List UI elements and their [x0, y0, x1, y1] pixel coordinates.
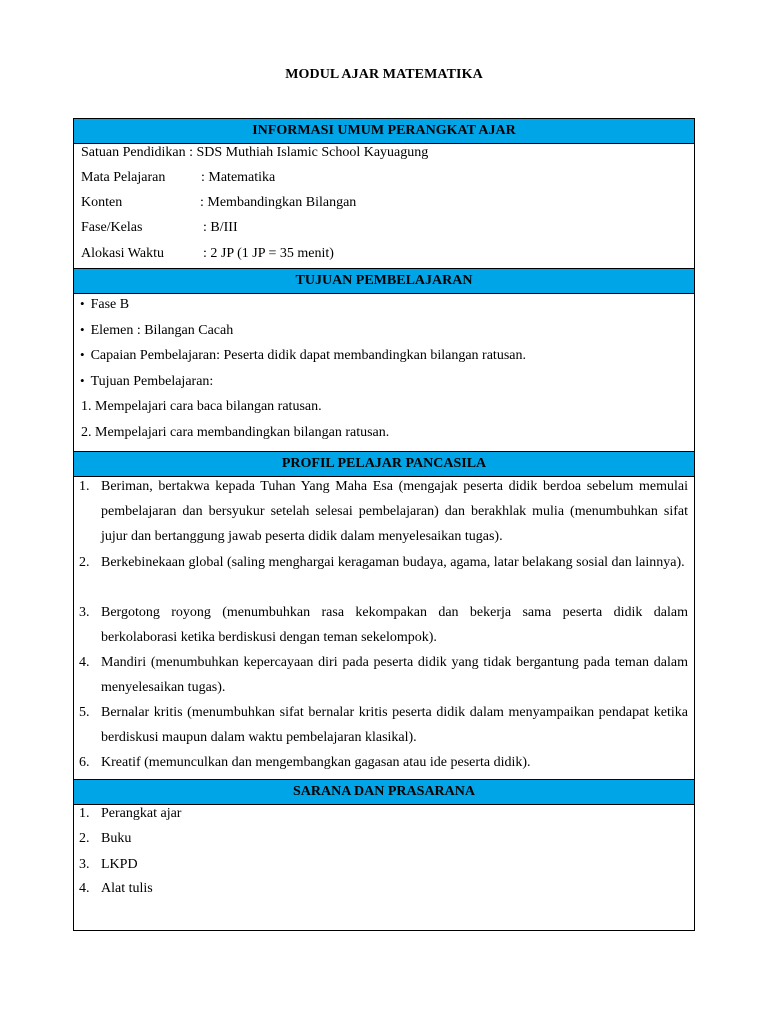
sarana-item-text: LKPD — [101, 857, 138, 872]
profil-item-text: Mandiri (menumbuhkan kepercayaan diri pada peserta didik yang tidak bergantung pada teman dalam menyelesaikan tugas). — [101, 655, 688, 695]
profil-item-number: 6. — [79, 755, 90, 770]
profil-item-text: Bernalar kritis (menumbuhkan sifat bernalar kritis peserta didik dalam menyampaikan pendapat ketika berdiskusi maupun dalam waktu pembelajaran klasikal). — [101, 705, 688, 745]
info-row-mapel — [81, 169, 275, 187]
info-label: Alokasi Waktu — [81, 246, 164, 261]
tujuan-bullet: • Elemen : Bilangan Cacah — [80, 321, 233, 340]
info-value: : SDS Muthiah Islamic School Kayuagung — [189, 145, 429, 160]
sarana-item-number: 3. — [79, 857, 90, 872]
info-row-fase — [81, 219, 238, 237]
sarana-item-text: Alat tulis — [101, 881, 153, 896]
tujuan-numbered-item: 2. Mempelajari cara membandingkan bilangan ratusan. — [81, 425, 390, 440]
tujuan-numbered-item: 1. Mempelajari cara baca bilangan ratusan. — [81, 399, 322, 414]
info-value: : Matematika — [201, 170, 276, 185]
info-row-konten — [81, 194, 356, 212]
profil-item-number: 3. — [79, 605, 90, 620]
section-header-tujuan: TUJUAN PEMBELAJARAN — [73, 268, 695, 294]
section-header-sarana: SARANA DAN PRASARANA — [73, 779, 695, 805]
page-title: MODUL AJAR MATEMATIKA — [285, 67, 483, 82]
info-label: Konten — [81, 195, 123, 210]
section-header-profil: PROFIL PELAJAR PANCASILA — [73, 451, 695, 477]
sarana-item-text: Perangkat ajar — [101, 806, 182, 821]
tujuan-bullet: • Capaian Pembelajaran: Peserta didik dapat membandingkan bilangan ratusan. — [80, 346, 526, 365]
sarana-item-text: Buku — [101, 831, 132, 846]
sarana-item-number: 1. — [79, 806, 90, 821]
info-value: : 2 JP (1 JP = 35 menit) — [203, 246, 334, 261]
profil-item-number: 5. — [79, 705, 90, 720]
profil-item-text: Kreatif (memunculkan dan mengembangkan gagasan atau ide peserta didik). — [101, 755, 531, 770]
info-value: : B/III — [203, 220, 238, 235]
profil-item-text: Bergotong royong (menumbuhkan rasa kekompakan dan bekerja sama peserta didik dalam berkolaborasi ketika berdiskusi dengan teman sekelompok). — [101, 605, 688, 645]
sarana-item-number: 4. — [79, 881, 90, 896]
info-label: Mata Pelajaran — [81, 170, 166, 185]
profil-item-text: Berkebinekaan global (saling menghargai keragaman budaya, agama, latar belakang sosial dan lainnya). — [101, 555, 685, 570]
info-row-satuan — [81, 144, 428, 162]
profil-item-text: Beriman, bertakwa kepada Tuhan Yang Maha Esa (mengajak peserta didik berdoa sebelum memulai pembelajaran dan bersyukur setelah selesai pembelajaran) dan berakhlak mulia (menumbuhkan sifat jujur dan bertanggung jawab peserta didik dalam menyelesaikan tugas). — [101, 479, 688, 544]
tujuan-bullet: • Tujuan Pembelajaran: — [80, 372, 213, 391]
section-header-informasi: INFORMASI UMUM PERANGKAT AJAR — [73, 118, 695, 144]
profil-item-number: 4. — [79, 655, 90, 670]
profil-item-number: 1. — [79, 479, 90, 494]
profil-item-number: 2. — [79, 555, 90, 570]
info-label: Satuan Pendidikan — [81, 145, 186, 160]
tujuan-bullet: • Fase B — [80, 295, 129, 314]
info-label: Fase/Kelas — [81, 220, 143, 235]
sarana-item-number: 2. — [79, 831, 90, 846]
info-value: : Membandingkan Bilangan — [200, 195, 357, 210]
info-row-alokasi — [81, 245, 334, 263]
